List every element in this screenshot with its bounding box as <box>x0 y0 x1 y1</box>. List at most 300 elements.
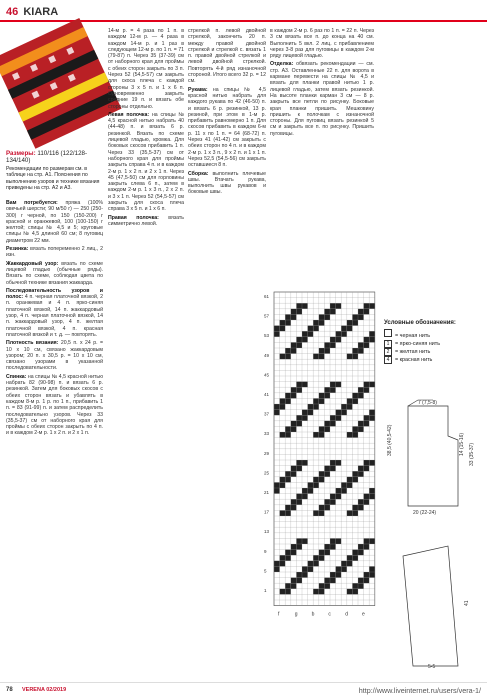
dim-label: 5-5 <box>428 664 436 670</box>
chart-cell <box>358 421 364 427</box>
legend <box>384 320 484 364</box>
chart-cell <box>358 387 364 393</box>
chart-row-number: 9 <box>264 548 267 554</box>
chart-cell <box>330 382 336 388</box>
chart-cell <box>302 566 308 572</box>
chart-cell <box>324 544 330 550</box>
chart-cell <box>352 393 358 399</box>
chart-cell <box>291 348 297 354</box>
chart-cell <box>358 309 364 315</box>
chart-bottom-label: c <box>328 611 331 618</box>
chart-cell <box>291 550 297 556</box>
chart-cell <box>336 460 342 466</box>
model-photo <box>0 24 112 142</box>
chart-cell <box>285 426 291 432</box>
legend-title: Условные обозначения: <box>384 320 456 326</box>
chart-cell <box>330 342 336 348</box>
chart-cell <box>291 471 297 477</box>
chart-cell <box>291 309 297 315</box>
chart-cell <box>341 326 347 332</box>
dim-label: 20 (22-24) <box>413 510 437 516</box>
chart-cell <box>302 331 308 337</box>
chart-bottom-label: g <box>294 611 298 618</box>
chart-cell <box>369 494 375 500</box>
section-text: в каждом 2-м р. 6 раз по 1 п. = 22 п. Через 3 см вязать все п. до конца на 40 см. Выполнить 5 вкл. 2 лиц. с прибавлением через 3-8 раз для пуговицы в каждом 2-м ряду лицевой гладью. <box>270 28 374 60</box>
chart-bottom-label: b <box>311 611 315 618</box>
chart-cell <box>296 387 302 393</box>
chart-cell <box>302 538 308 544</box>
section-title: Последовательность узоров и полос: <box>6 287 103 301</box>
chart-cell <box>364 538 370 544</box>
chart-cell <box>291 387 297 393</box>
chart-cell <box>352 354 358 360</box>
chart-cell <box>336 303 342 309</box>
chart-cell <box>352 505 358 511</box>
legend-text: = желтая нить <box>395 349 431 355</box>
chart-cell <box>319 398 325 404</box>
chart-cell <box>324 471 330 477</box>
chart-cell <box>369 566 375 572</box>
chart-cell <box>364 460 370 466</box>
chart-cell <box>296 578 302 584</box>
section-title: Жаккардовый узор: <box>6 260 59 267</box>
sizes-label: Размеры: <box>6 150 36 157</box>
chart-row-number: 29 <box>264 450 270 456</box>
chart-cell <box>313 555 319 561</box>
chart-cell <box>352 510 358 516</box>
chart-cell <box>358 342 364 348</box>
chart-row-number: 5 <box>264 568 267 574</box>
chart-cell <box>274 561 280 567</box>
dim-label: 14 (15-16) <box>459 432 465 456</box>
chart-cell <box>330 337 336 343</box>
chart-cell <box>274 331 280 337</box>
section-title: Рукава: <box>188 86 208 93</box>
dim-label: 33 (35-37) <box>469 442 475 466</box>
chart-cell <box>358 466 364 472</box>
chart-cell <box>319 589 325 595</box>
chart-cell <box>352 432 358 438</box>
chart-cell <box>274 404 280 410</box>
chart-cell <box>285 320 291 326</box>
chart-cell <box>324 578 330 584</box>
section-text: на спицы № 4,5 красной нитью набрать 40 (44-48) п. и вязать 6 р. резинкой. Вязать по схеме лицевой гладью, кромка. Для боковых скосов прибавить 1 п. Через 33 (35,5-37) см от наборного края для проймы закрыть справа 4 п. и в каждом 2-м р. 1 х 2 п. и 2 х 1 п. Через 45 (47,5-50) см для горловины закрыть слева 6 п., затем в каждом 2-м р. 1 х 3 п., 2 х 2 п. и 3 х 1 п. Через 52 (54,5-57) см закрыть для скоса плеча справа 3 х 5 п. и 1 х 6 п. <box>108 111 184 213</box>
chart-cell <box>296 544 302 550</box>
chart-cell <box>341 561 347 567</box>
chart-bottom-label: f <box>278 611 280 618</box>
chart-cell <box>280 589 286 595</box>
chart-cell <box>296 572 302 578</box>
section-title: Левая полочка: <box>108 111 150 118</box>
chart-cell <box>313 482 319 488</box>
chart-cell <box>319 354 325 360</box>
chart-cell <box>336 538 342 544</box>
chart-cell <box>308 326 314 332</box>
chart-cell <box>364 337 370 343</box>
chart-cell <box>324 314 330 320</box>
legend-symbol: 1 <box>384 340 392 348</box>
section-text: вязать по схеме лицевой гладью (обычные ряды). Вязать по схеме, соблюдая цвета по обычной технике вязания жаккарда. <box>6 260 103 286</box>
chart-bottom-label: e <box>362 611 365 618</box>
chart-cell <box>347 477 353 483</box>
chart-cell <box>285 477 291 483</box>
chart-cell <box>296 421 302 427</box>
section-title: Отделка: <box>270 61 294 68</box>
sizes-block <box>6 150 106 191</box>
chart-cell <box>319 432 325 438</box>
chart-cell <box>336 331 342 337</box>
chart-cell <box>358 314 364 320</box>
chart-cell <box>280 477 286 483</box>
chart-cell <box>358 578 364 584</box>
chart-cell <box>352 398 358 404</box>
chart-cell <box>280 510 286 516</box>
chart-row-number: 41 <box>264 392 270 397</box>
chart-cell <box>291 314 297 320</box>
text-column-4 <box>270 28 374 139</box>
chart-cell <box>319 505 325 511</box>
legend-text: = черная нить <box>395 333 431 339</box>
chart-cell <box>352 555 358 561</box>
chart-cell <box>308 561 314 567</box>
chart-cell <box>296 303 302 309</box>
chart-bottom-label: d <box>345 611 348 618</box>
chart-cell <box>347 482 353 488</box>
section-title: Вам потребуется: <box>6 200 58 206</box>
chart-cell <box>324 309 330 315</box>
chart-cell <box>369 410 375 416</box>
chart-cell <box>364 382 370 388</box>
chart-cell <box>308 566 314 572</box>
chart-cell <box>319 583 325 589</box>
chart-row-number: 53 <box>264 333 270 339</box>
chart-cell <box>330 578 336 584</box>
knitting-chart <box>262 288 380 652</box>
chart-cell <box>296 415 302 421</box>
chart-cell <box>330 538 336 544</box>
chart-cell <box>369 331 375 337</box>
chart-cell <box>369 303 375 309</box>
chart-cell <box>347 326 353 332</box>
chart-cell <box>308 404 314 410</box>
chart-cell <box>313 404 319 410</box>
legend-item <box>384 348 484 356</box>
chart-cell <box>364 415 370 421</box>
chart-cell <box>274 482 280 488</box>
chart-cell <box>330 421 336 427</box>
section-text: 4 п. черная платочной вязкой, 2 п. оранжевая и 4 п. ярко-синяя платочной вязкой, 14 п. жаккардовый узор, 4 п. черная платочной вязкой, 14 п. жаккардовый узор, 4 п. желтая платочной вязкой, 4 п. красная платочной вязкой и т. д. — повторять. <box>6 294 103 338</box>
chart-cell <box>302 382 308 388</box>
chart-cell <box>358 544 364 550</box>
chart-cell <box>280 354 286 360</box>
chart-cell <box>285 314 291 320</box>
chart-cell <box>364 578 370 584</box>
chart-cell <box>358 348 364 354</box>
chart-cell <box>330 303 336 309</box>
chart-row-number: 49 <box>264 352 270 358</box>
chart-cell <box>352 426 358 432</box>
chart-cell <box>352 320 358 326</box>
chart-cell <box>302 337 308 343</box>
chart-cell <box>324 348 330 354</box>
chart-cell <box>330 387 336 393</box>
page-number: 46 <box>6 6 19 18</box>
chart-cell <box>324 466 330 472</box>
chart-cell <box>319 510 325 516</box>
chart-cell <box>347 561 353 567</box>
chart-cell <box>347 320 353 326</box>
chart-cell <box>285 550 291 556</box>
legend-text: = красная нить <box>395 357 433 363</box>
chart-cell <box>280 398 286 404</box>
chart-cell <box>313 432 319 438</box>
chart-cell <box>358 583 364 589</box>
chart-cell <box>319 426 325 432</box>
chart-cell <box>336 415 342 421</box>
chart-cell <box>336 382 342 388</box>
footer-page-number: 78 <box>6 687 13 693</box>
chart-cell <box>285 505 291 511</box>
chart-cell <box>364 544 370 550</box>
chart-cell <box>358 426 364 432</box>
chart-row-number: 1 <box>264 588 267 593</box>
chart-cell <box>291 342 297 348</box>
chart-cell <box>285 398 291 404</box>
chart-cell <box>285 393 291 399</box>
chart-cell <box>358 550 364 556</box>
chart-cell <box>330 494 336 500</box>
chart-cell <box>296 337 302 343</box>
garment-schematic <box>388 396 484 670</box>
chart-cell <box>369 488 375 494</box>
chart-cell <box>313 398 319 404</box>
chart-cell <box>324 421 330 427</box>
chart-cell <box>352 348 358 354</box>
text-column-1 <box>6 200 103 439</box>
chart-cell <box>291 421 297 427</box>
chart-cell <box>319 320 325 326</box>
chart-cell <box>341 566 347 572</box>
chart-cell <box>302 494 308 500</box>
chart-cell <box>369 382 375 388</box>
chart-cell <box>280 482 286 488</box>
text-column-2 <box>108 28 184 229</box>
chart-cell <box>274 566 280 572</box>
legend-item <box>384 329 484 340</box>
chart-cell <box>352 314 358 320</box>
chart-cell <box>274 410 280 416</box>
section-text: на спицы № 4,5 красной нитью набрать 82 (90-98) п. и вязать 6 р. резинкой. Затем для боковых скосов с обеих сторон вязать и убавлять в каждом 8-м р. 1 р. по 1 п., прибавить 1 п. = 83 (91-99) п. и затем распределить последовательно узоров. Через 33 (35,5-37) см от наборного края для проймы с обеих сторон закрыть по 4 п. и в каждом 2-м р. 1 х 2 п. и 2 х 1 п. <box>6 373 103 437</box>
chart-cell <box>341 404 347 410</box>
chart-cell <box>341 410 347 416</box>
chart-cell <box>308 331 314 337</box>
chart-row-number: 25 <box>264 470 270 476</box>
chart-row-number: 13 <box>264 529 270 535</box>
chart-cell <box>330 415 336 421</box>
sizes-value: 110/116 (122/128-134/140) <box>6 150 88 164</box>
section-text: обвязать рекомендации — см. стр. А3. Оставленные 22 п. для ворота в кармане перевести на спицы № 4,5 и вязать для планки правой нитью 1 р. лицевой гладью, затем вязать резинкой. На высоте планки карман 3 см — 8 р. закрыть все петли по рисунку. Боковые края планки пришить. Мешковину пришить к полочкам с изнаночной стороны. Для пуговиц вязать резинкой 5 см и закрыть все п. по рисунку. Пришить пуговицы. <box>270 61 374 137</box>
chart-cell <box>358 471 364 477</box>
chart-cell <box>313 477 319 483</box>
chart-cell <box>308 410 314 416</box>
chart-cell <box>285 589 291 595</box>
chart-cell <box>319 555 325 561</box>
chart-cell <box>319 550 325 556</box>
chart-cell <box>336 488 342 494</box>
pattern-outline-sleeve <box>403 546 458 666</box>
dim-label: 41 <box>464 600 470 606</box>
sizes-note: Рекомендации по размерам см. в таблице на стр. А1. Пояснения по выполнению узоров и технике вязания приведены на стр. А2 и А3. <box>6 166 100 191</box>
chart-cell <box>274 326 280 332</box>
chart-cell <box>330 544 336 550</box>
chart-cell <box>308 482 314 488</box>
chart-cell <box>302 415 308 421</box>
chart-cell <box>296 494 302 500</box>
section-title: Резинка: <box>6 246 29 253</box>
chart-cell <box>324 342 330 348</box>
chart-cell <box>364 303 370 309</box>
chart-cell <box>324 393 330 399</box>
chart-cell <box>347 398 353 404</box>
legend-item <box>384 340 484 348</box>
chart-cell <box>369 337 375 343</box>
chart-cell <box>296 466 302 472</box>
chart-cell <box>358 499 364 505</box>
chart-cell <box>364 499 370 505</box>
chart-cell <box>336 566 342 572</box>
chart-cell <box>302 410 308 416</box>
chart-cell <box>364 309 370 315</box>
model-title: KIARA <box>23 6 59 18</box>
chart-cell <box>364 572 370 578</box>
chart-cell <box>330 499 336 505</box>
chart-cell <box>313 354 319 360</box>
section-title: Спинка: <box>6 373 27 380</box>
chart-cell <box>313 326 319 332</box>
chart-cell <box>364 387 370 393</box>
chart-cell <box>285 555 291 561</box>
chart-cell <box>280 555 286 561</box>
chart-cell <box>313 320 319 326</box>
section-title: Плотность вязания: <box>6 340 59 347</box>
legend-item <box>384 356 484 364</box>
chart-cell <box>313 589 319 595</box>
chart-cell <box>280 326 286 332</box>
chart-cell <box>285 583 291 589</box>
chart-cell <box>285 432 291 438</box>
section-title: Сборка: <box>188 170 209 177</box>
chart-cell <box>347 354 353 360</box>
chart-cell <box>319 477 325 483</box>
chart-cell <box>302 460 308 466</box>
chart-cell <box>364 421 370 427</box>
source-url: http://www.liveinternet.ru/users/vera-1/ <box>358 686 481 695</box>
chart-cell <box>364 342 370 348</box>
chart-cell <box>341 331 347 337</box>
chart-row-number: 33 <box>264 431 270 437</box>
chart-cell <box>291 426 297 432</box>
section-text: выполнить плечевые швы. Втачать рукава, выполнить швы рукавов и боковые швы. <box>188 170 266 196</box>
chart-cell <box>352 477 358 483</box>
chart-cell <box>319 393 325 399</box>
section-text: пряжа (100% овечьей шерсти; 90 м/50 г) — 250 (250-300) г черной, по 150 (150-200) г красной и оранжевой, 100 (100-150) г желтой; спицы № 4,5 и 5; круговые спицы № 4,5 длиной 60 см; 8 пуговиц диаметром 22 мм. <box>6 200 103 244</box>
chart-cell <box>296 460 302 466</box>
chart-cell <box>369 415 375 421</box>
chart-cell <box>330 309 336 315</box>
chart-cell <box>291 466 297 472</box>
chart-cell <box>324 387 330 393</box>
chart-cell <box>324 505 330 511</box>
chart-cell <box>336 410 342 416</box>
chart-cell <box>291 583 297 589</box>
chart-cell <box>285 471 291 477</box>
chart-cell <box>347 589 353 595</box>
chart-cell <box>330 466 336 472</box>
chart-cell <box>319 314 325 320</box>
chart-cell <box>341 488 347 494</box>
chart-cell <box>364 494 370 500</box>
dim-label: 38,5 (40,5-42) <box>387 424 393 456</box>
chart-cell <box>296 382 302 388</box>
chart-cell <box>341 482 347 488</box>
chart-cell <box>336 337 342 343</box>
chart-row-number: 17 <box>264 509 270 515</box>
section-text: вязать попеременно 2 лиц., 2 изн. <box>6 246 103 259</box>
chart-cell <box>302 572 308 578</box>
chart-cell <box>280 432 286 438</box>
pattern-outline-body <box>408 406 458 506</box>
chart-row-number: 37 <box>264 411 270 417</box>
chart-cell <box>330 460 336 466</box>
chart-cell <box>308 488 314 494</box>
chart-cell <box>280 404 286 410</box>
chart-cell <box>324 583 330 589</box>
chart-cell <box>280 320 286 326</box>
chart-cell <box>274 488 280 494</box>
chart-cell <box>347 432 353 438</box>
chart-cell <box>369 460 375 466</box>
chart-cell <box>347 510 353 516</box>
chart-cell <box>291 544 297 550</box>
chart-cell <box>336 494 342 500</box>
chart-cell <box>352 589 358 595</box>
chart-cell <box>319 348 325 354</box>
chart-cell <box>313 561 319 567</box>
chart-cell <box>324 426 330 432</box>
chart-cell <box>280 561 286 567</box>
chart-cell <box>330 572 336 578</box>
chart-cell <box>291 499 297 505</box>
chart-cell <box>296 538 302 544</box>
chart-row-number: 45 <box>264 372 270 378</box>
chart-cell <box>352 550 358 556</box>
chart-cell <box>302 488 308 494</box>
chart-cell <box>336 572 342 578</box>
chart-row-number: 61 <box>264 294 270 299</box>
chart-cell <box>352 583 358 589</box>
section-text: 14-м р. = 4 раза по 1 п. в каждом 12-м р. — 4 раза в каждом 14-м р. и 1 раз в следующем 12-м р. по 1 п. = 71 (79-87) п. Через 35 (37-39) см от наборного края для проймы с обеих сторон закрыть по 3 п. Через 52 (54,5-57) см закрыть для скоса плеча с каждой стороны 3 х 5 п. и 1 х 6 п. Одновременно закрыть средние 19 п. и вязать обе стороны отдельно. <box>108 28 184 110</box>
chart-cell <box>324 550 330 556</box>
section-text: 20,5 п. х 24 р. = 10 х 10 см, связано жаккардовым узором; 20 п. х 30,5 р. = 10 х 10 см, связано узорами в указанной последовательности. <box>6 340 103 372</box>
chart-cell <box>291 393 297 399</box>
legend-text: = ярко-синяя нить <box>395 341 441 347</box>
chart-cell <box>358 505 364 511</box>
chart-row-number: 21 <box>264 490 270 495</box>
chart-cell <box>291 578 297 584</box>
chart-cell <box>296 342 302 348</box>
dim-label: 7 (7,5-8) <box>418 400 437 406</box>
text-column-3 <box>188 28 266 198</box>
